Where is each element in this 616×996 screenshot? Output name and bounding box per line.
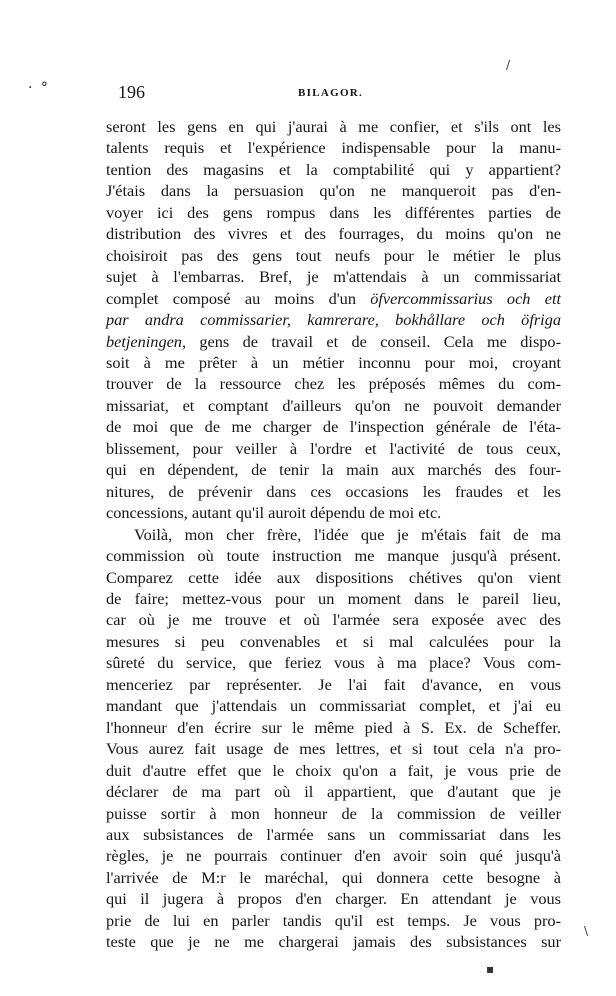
text-line: règles, je ne pourrais continuer d'en avoir soin qué jusqu'à bbox=[106, 846, 561, 866]
text-line: menceriez par représenter. Je l'ai fait d'avance, en vous bbox=[106, 674, 561, 694]
text-line: voyer ici des gens rompus dans les différentes parties de bbox=[106, 202, 561, 222]
text-line: qui il jugera à propos d'en charger. En attendant je vous bbox=[106, 889, 561, 909]
scan-speck: / bbox=[506, 58, 511, 72]
italic-segment: betjeningen, bbox=[106, 331, 187, 351]
text-line: nitures, de prévenir dans ces occasions les fraudes et les bbox=[106, 481, 561, 501]
italic-line: par andra commissarier, kamrerare, bokhållare och öfriga bbox=[106, 310, 561, 330]
text-line bbox=[106, 331, 561, 352]
text-line: qui en dépendent, de tenir la main aux marchés des four- bbox=[106, 460, 561, 480]
text-line: trouver de la ressource chez les préposés mêmes du com- bbox=[106, 374, 561, 394]
text-line: mandant que j'attendais un commissariat complet, et j'ai eu bbox=[106, 696, 561, 716]
text-line: Voilà, mon cher frère, l'idée que je m'étais fait de ma bbox=[134, 524, 561, 544]
running-title: BILAGOR. bbox=[298, 87, 364, 99]
text-line: sûreté du service, que feriez vous à ma place? Vous com- bbox=[106, 653, 561, 673]
text-line: puisse sortir à mon honneur de la commission de veiller bbox=[106, 803, 561, 823]
text-line: teste que je ne me chargerai jamais des subsistances sur bbox=[106, 932, 561, 952]
page-number: 196 bbox=[118, 82, 145, 102]
text-line: mesures si peu convenables et si mal calculées pour la bbox=[106, 631, 561, 651]
text-line: aux subsistances de l'armée sans un commissariat dans les bbox=[106, 824, 561, 844]
body-text bbox=[106, 116, 561, 953]
text-line: seront les gens en qui j'aurai à me confier, et s'ils ont les bbox=[106, 117, 561, 136]
text-line: J'étais dans la persuasion qu'on ne manqueroit pas d'en- bbox=[106, 181, 561, 201]
text-line: blissement, pour veiller à l'ordre et l'activité de tous ceux, bbox=[106, 438, 561, 458]
text-line: l'honneur d'en écrire sur le même pied à S. Ex. de Scheffer. bbox=[106, 717, 561, 737]
text-line bbox=[106, 288, 561, 309]
page-header bbox=[106, 80, 594, 104]
scan-speck: \ bbox=[584, 924, 589, 938]
text-line: prie de lui en parler tandis qu'il est temps. Je vous pro- bbox=[106, 910, 561, 930]
italic-segment: öfvercommissarius och ett bbox=[370, 288, 561, 308]
text-line: concessions, autant qu'il auroit dépendu de moi etc. bbox=[106, 503, 442, 523]
margin-marks: · ° bbox=[28, 80, 50, 96]
text-line: soit à me prêter à un métier inconnu pour moi, croyant bbox=[106, 352, 561, 372]
text-line: déclarer de ma part où il appartient, que d'autant que je bbox=[106, 782, 561, 802]
text-line: Comparez cette idée aux dispositions chétives qu'on vient bbox=[106, 567, 561, 587]
text-line: choisiroit pas des gens tout neufs pour le métier le plus bbox=[106, 245, 561, 265]
text-line: distribution des vivres et des fourrages, du moins qu'on ne bbox=[106, 224, 561, 244]
text-line: de faire; mettez-vous pour un moment dans le pareil lieu, bbox=[106, 588, 561, 608]
text-line: tention des magasins et la comptabilité qui y appartient? bbox=[106, 159, 561, 179]
text-line: l'arrivée de M:r le maréchal, qui donnera cette besogne à bbox=[106, 867, 561, 887]
paragraph-1 bbox=[106, 116, 561, 524]
text-segment: complet composé au moins d'un bbox=[106, 288, 371, 308]
text-line: de moi que de me charger de l'inspection générale de l'éta- bbox=[106, 417, 561, 437]
text-line: commission où toute instruction me manque jusqu'à présent. bbox=[106, 546, 561, 566]
text-line: Vous aurez fait usage de mes lettres, et si tout cela n'a pro- bbox=[106, 739, 561, 759]
text-line: duit d'autre effet que le choix qu'on a fait, je vous prie de bbox=[106, 760, 561, 780]
text-line: talents requis et l'expérience indispensable pour la manu- bbox=[106, 138, 561, 158]
scan-speck: ▪ bbox=[486, 962, 495, 976]
text-line: car où je me trouve et où l'armée sera exposée avec des bbox=[106, 610, 561, 630]
paragraph-2 bbox=[106, 524, 561, 953]
text-line: missariat, et comptant d'ailleurs qu'on ne pouvoit demander bbox=[106, 395, 561, 415]
text-segment: gens de travail et de conseil. Cela me dispo- bbox=[186, 331, 561, 351]
text-line: sujet à l'embarras. Bref, je m'attendais à un commissariat bbox=[106, 267, 561, 287]
